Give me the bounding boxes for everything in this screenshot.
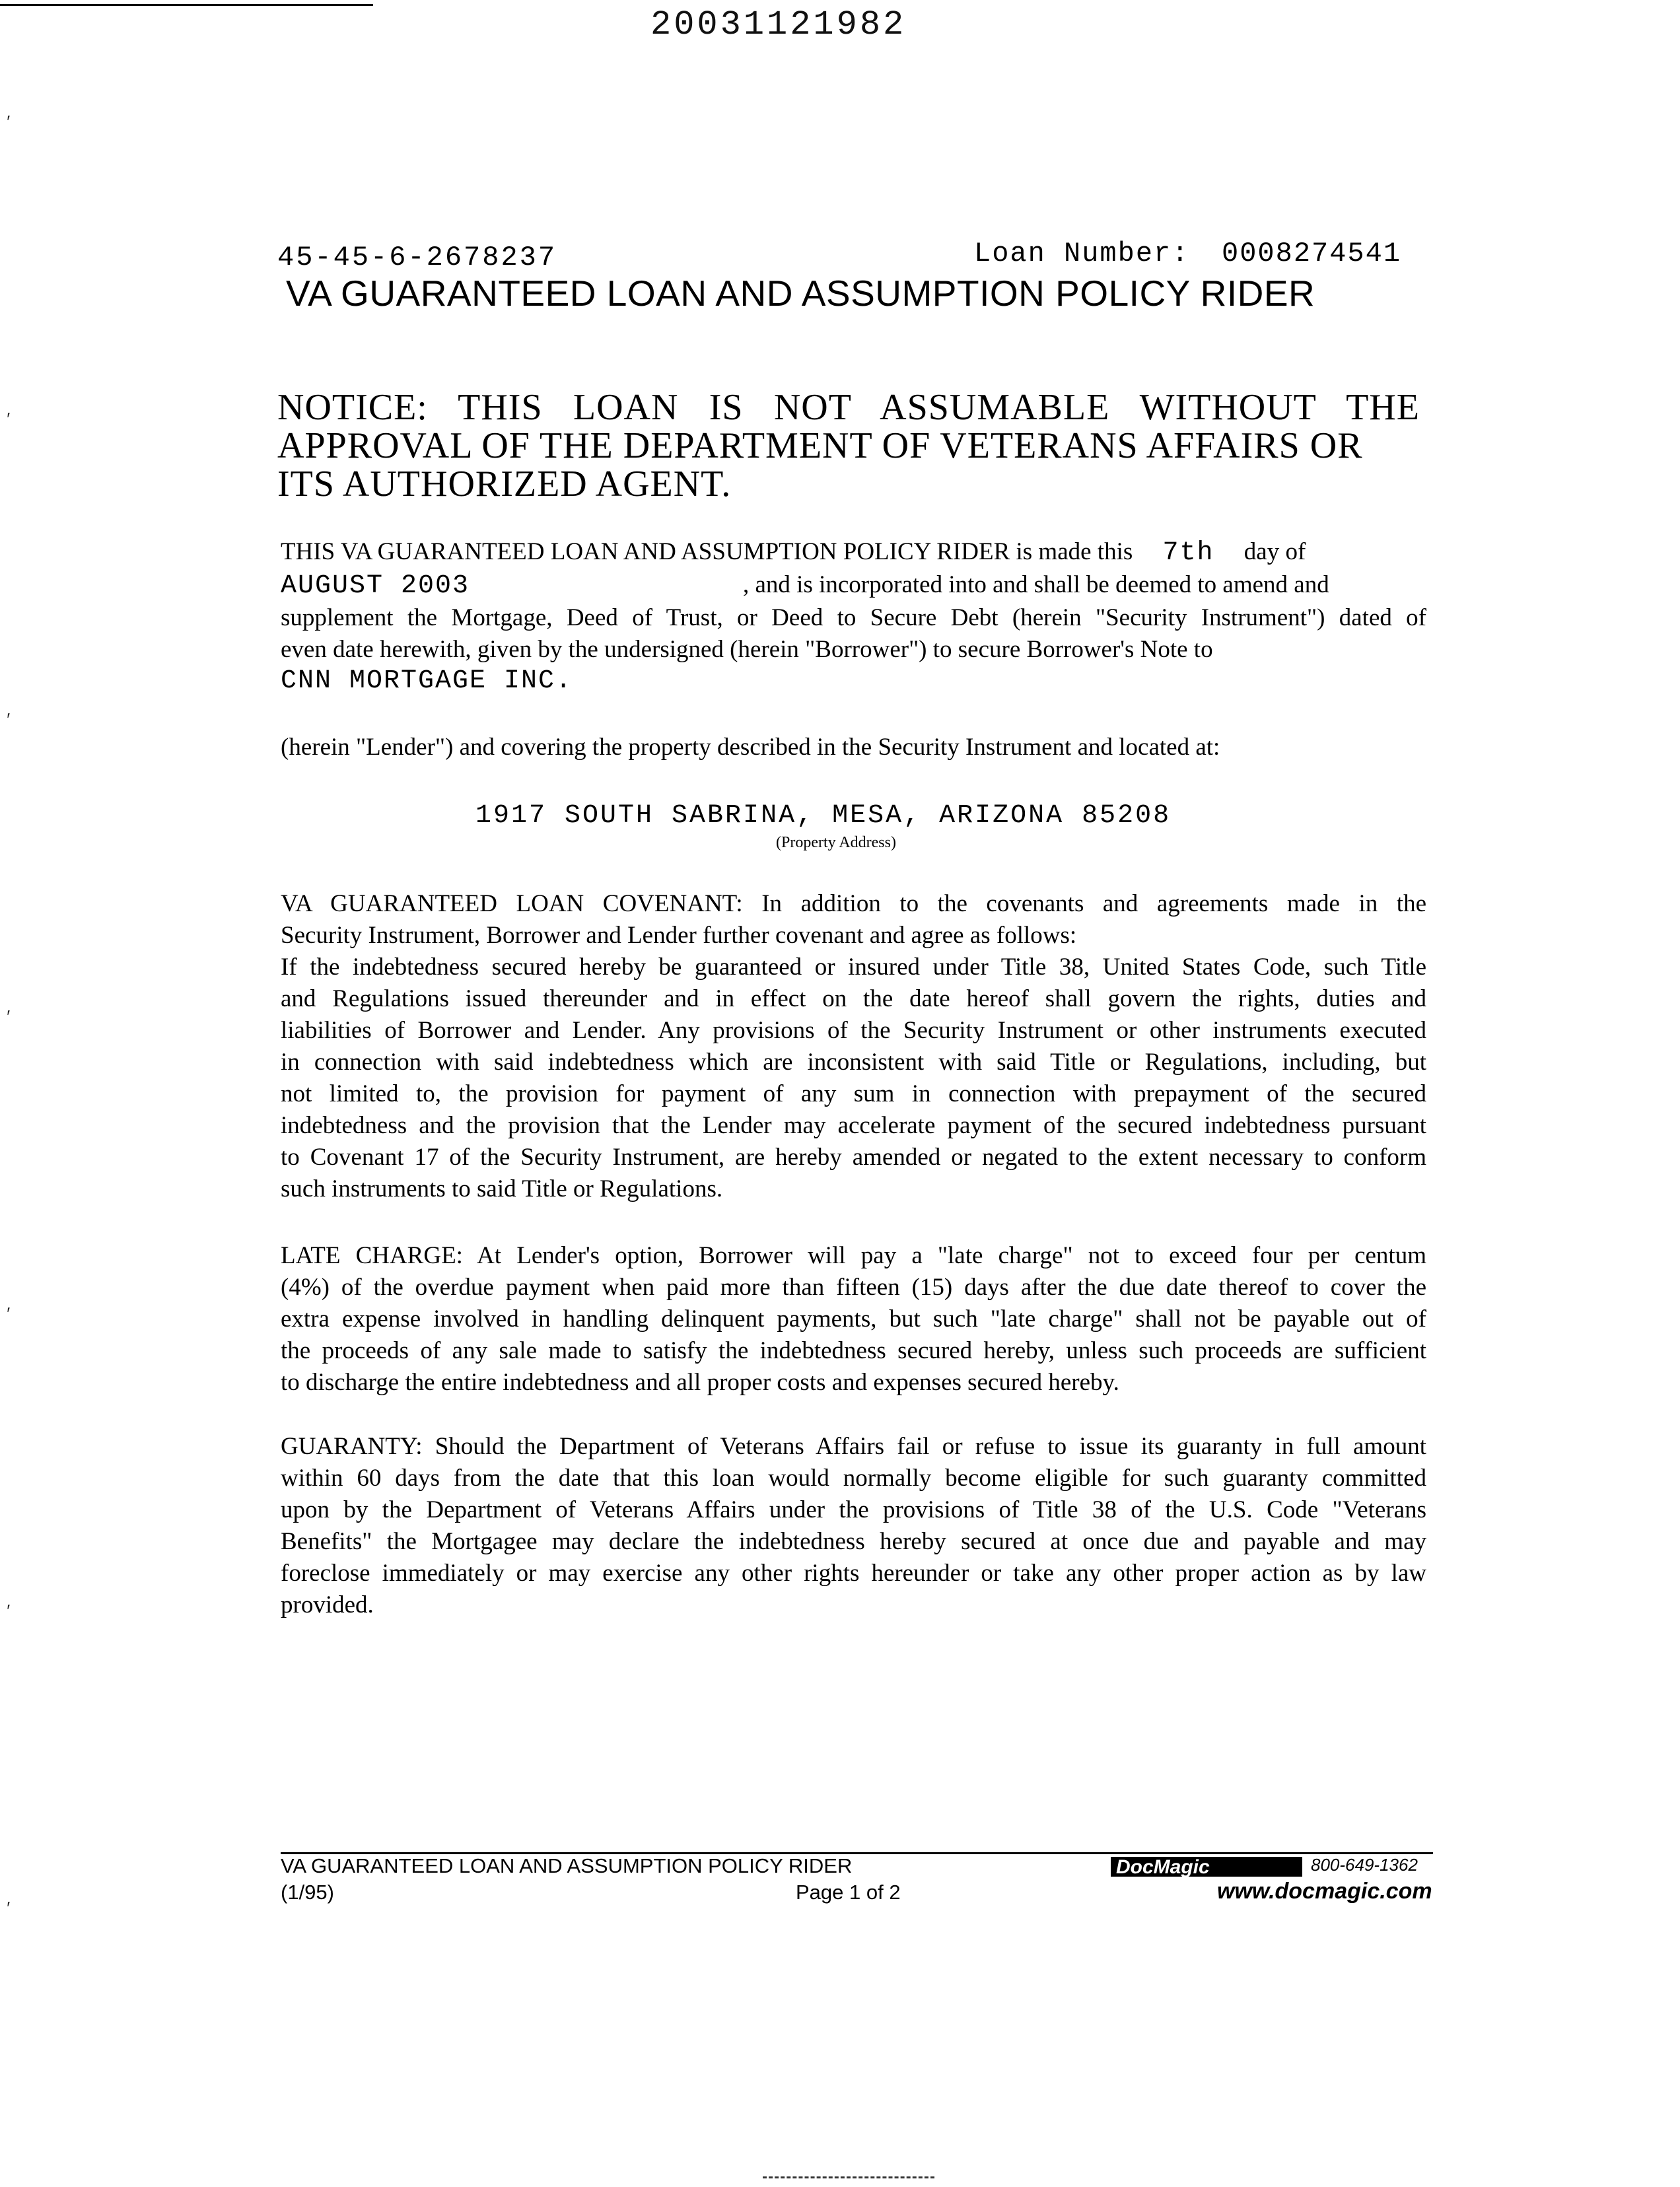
late-charge-line: (4%) of the overdue payment when paid more than fifteen (15) days after the due date thereof to cover the xyxy=(281,1274,1426,1301)
covenant-line: VA GUARANTEED LOAN COVENANT: In addition to the covenants and agreements made in the xyxy=(281,890,1426,917)
docmagic-logo xyxy=(1111,1856,1302,1878)
margin-mark: ʹ xyxy=(7,1304,11,1325)
covenant-line: and Regulations issued thereunder and in effect on the date hereof shall govern the rights, duties and xyxy=(281,985,1426,1012)
intro-line: (herein "Lender") and covering the property described in the Security Instrument and located at: xyxy=(281,734,1220,761)
footer-form-title: VA GUARANTEED LOAN AND ASSUMPTION POLICY RIDER xyxy=(281,1854,853,1877)
recording-number: 20031121982 xyxy=(650,5,907,44)
margin-mark: ʹ xyxy=(7,1007,11,1027)
late-charge-line: to discharge the entire indebtedness and all proper costs and expenses secured hereby. xyxy=(281,1369,1119,1396)
logo-text: DocMagic xyxy=(1116,1856,1210,1878)
intro-line: even date herewith, given by the undersigned (herein "Borrower") to secure Borrower's Note to xyxy=(281,636,1213,663)
margin-mark: ʹ xyxy=(7,1898,11,1919)
assumption-notice xyxy=(277,388,1420,503)
reference-number: 45-45-6-2678237 xyxy=(277,242,557,273)
covenant-line: indebtedness and the provision that the Lender may accelerate payment of the secured indebtedness pursuant xyxy=(281,1112,1426,1139)
covenant-line: If the indebtedness secured hereby be guaranteed or insured under Title 38, United States Code, such Title xyxy=(281,954,1426,981)
guaranty-line: Benefits" the Mortgagee may declare the indebtedness hereby secured at once due and payable and may xyxy=(281,1528,1426,1555)
rider-day: 7th xyxy=(1162,538,1214,568)
bottom-dash-rule xyxy=(763,2176,934,2178)
property-address-caption: (Property Address) xyxy=(776,834,896,851)
covenant-line: to Covenant 17 of the Security Instrument, are hereby amended or negated to the extent necessary to conform xyxy=(281,1144,1426,1171)
covenant-paragraph xyxy=(281,888,1426,1205)
notice-line: ITS AUTHORIZED AGENT. xyxy=(277,464,732,504)
footer-revision: (1/95) xyxy=(281,1881,334,1904)
document-title: VA GUARANTEED LOAN AND ASSUMPTION POLICY RIDER xyxy=(286,273,1315,314)
intro-text: day of xyxy=(1243,538,1306,565)
footer-phone: 800-649-1362 xyxy=(1311,1855,1418,1875)
notice-line: NOTICE: THIS LOAN IS NOT ASSUMABLE WITHOUT THE xyxy=(277,387,1420,428)
guaranty-line: provided. xyxy=(281,1591,374,1618)
late-charge-paragraph xyxy=(281,1240,1426,1399)
property-intro xyxy=(281,732,1426,763)
covenant-line: not limited to, the provision for payment of any sum in connection with prepayment of the secured xyxy=(281,1080,1426,1107)
covenant-line: in connection with said indebtedness which are inconsistent with said Title or Regulations, including, but xyxy=(281,1049,1426,1076)
margin-mark: ʹ xyxy=(7,710,11,730)
top-edge-rule xyxy=(0,4,373,6)
intro-text: THIS VA GUARANTEED LOAN AND ASSUMPTION POLICY RIDER is made this xyxy=(281,538,1133,565)
intro-paragraph xyxy=(281,536,1426,697)
intro-line: supplement the Mortgage, Deed of Trust, or Deed to Secure Debt (herein "Security Instrument") dated of xyxy=(281,604,1426,631)
guaranty-line: within 60 days from the date that this loan would normally become eligible for such guaranty committed xyxy=(281,1465,1426,1492)
late-charge-line: LATE CHARGE: At Lender's option, Borrower will pay a "late charge" not to exceed four per centum xyxy=(281,1242,1426,1269)
lender-name: CNN MORTGAGE INC. xyxy=(281,666,573,696)
rider-month-year: AUGUST 2003 xyxy=(281,571,470,601)
intro-text: , and is incorporated into and shall be deemed to amend and xyxy=(743,571,1329,598)
late-charge-line: the proceeds of any sale made to satisfy the indebtedness secured hereby, unless such proceeds are sufficient xyxy=(281,1337,1426,1364)
margin-mark: ʹ xyxy=(7,112,11,133)
property-address: 1917 SOUTH SABRINA, MESA, ARIZONA 85208 xyxy=(475,801,1172,831)
guaranty-paragraph xyxy=(281,1431,1426,1621)
footer-website: www.docmagic.com xyxy=(1217,1879,1432,1904)
loan-number-label: Loan Number: xyxy=(974,238,1190,269)
guaranty-line: upon by the Department of Veterans Affairs under the provisions of Title 38 of the U.S. Code "Veterans xyxy=(281,1496,1426,1523)
late-charge-line: extra expense involved in handling delinquent payments, but such "late charge" shall not be payable out of xyxy=(281,1305,1426,1333)
margin-mark: ʹ xyxy=(7,1601,11,1622)
guaranty-line: foreclose immediately or may exercise any other rights hereunder or take any other proper action as by law xyxy=(281,1560,1426,1587)
guaranty-line: GUARANTY: Should the Department of Veterans Affairs fail or refuse to issue its guaranty in full amount xyxy=(281,1433,1426,1460)
covenant-line: Security Instrument, Borrower and Lender further covenant and agree as follows: xyxy=(281,922,1077,949)
footer-page-number: Page 1 of 2 xyxy=(796,1881,901,1904)
notice-line: APPROVAL OF THE DEPARTMENT OF VETERANS AFFAIRS OR xyxy=(277,425,1363,466)
margin-mark: ʹ xyxy=(7,409,11,430)
loan-number: 0008274541 xyxy=(1222,238,1402,269)
covenant-line: such instruments to said Title or Regulations. xyxy=(281,1175,723,1202)
covenant-line: liabilities of Borrower and Lender. Any provisions of the Security Instrument or other instruments executed xyxy=(281,1017,1426,1044)
